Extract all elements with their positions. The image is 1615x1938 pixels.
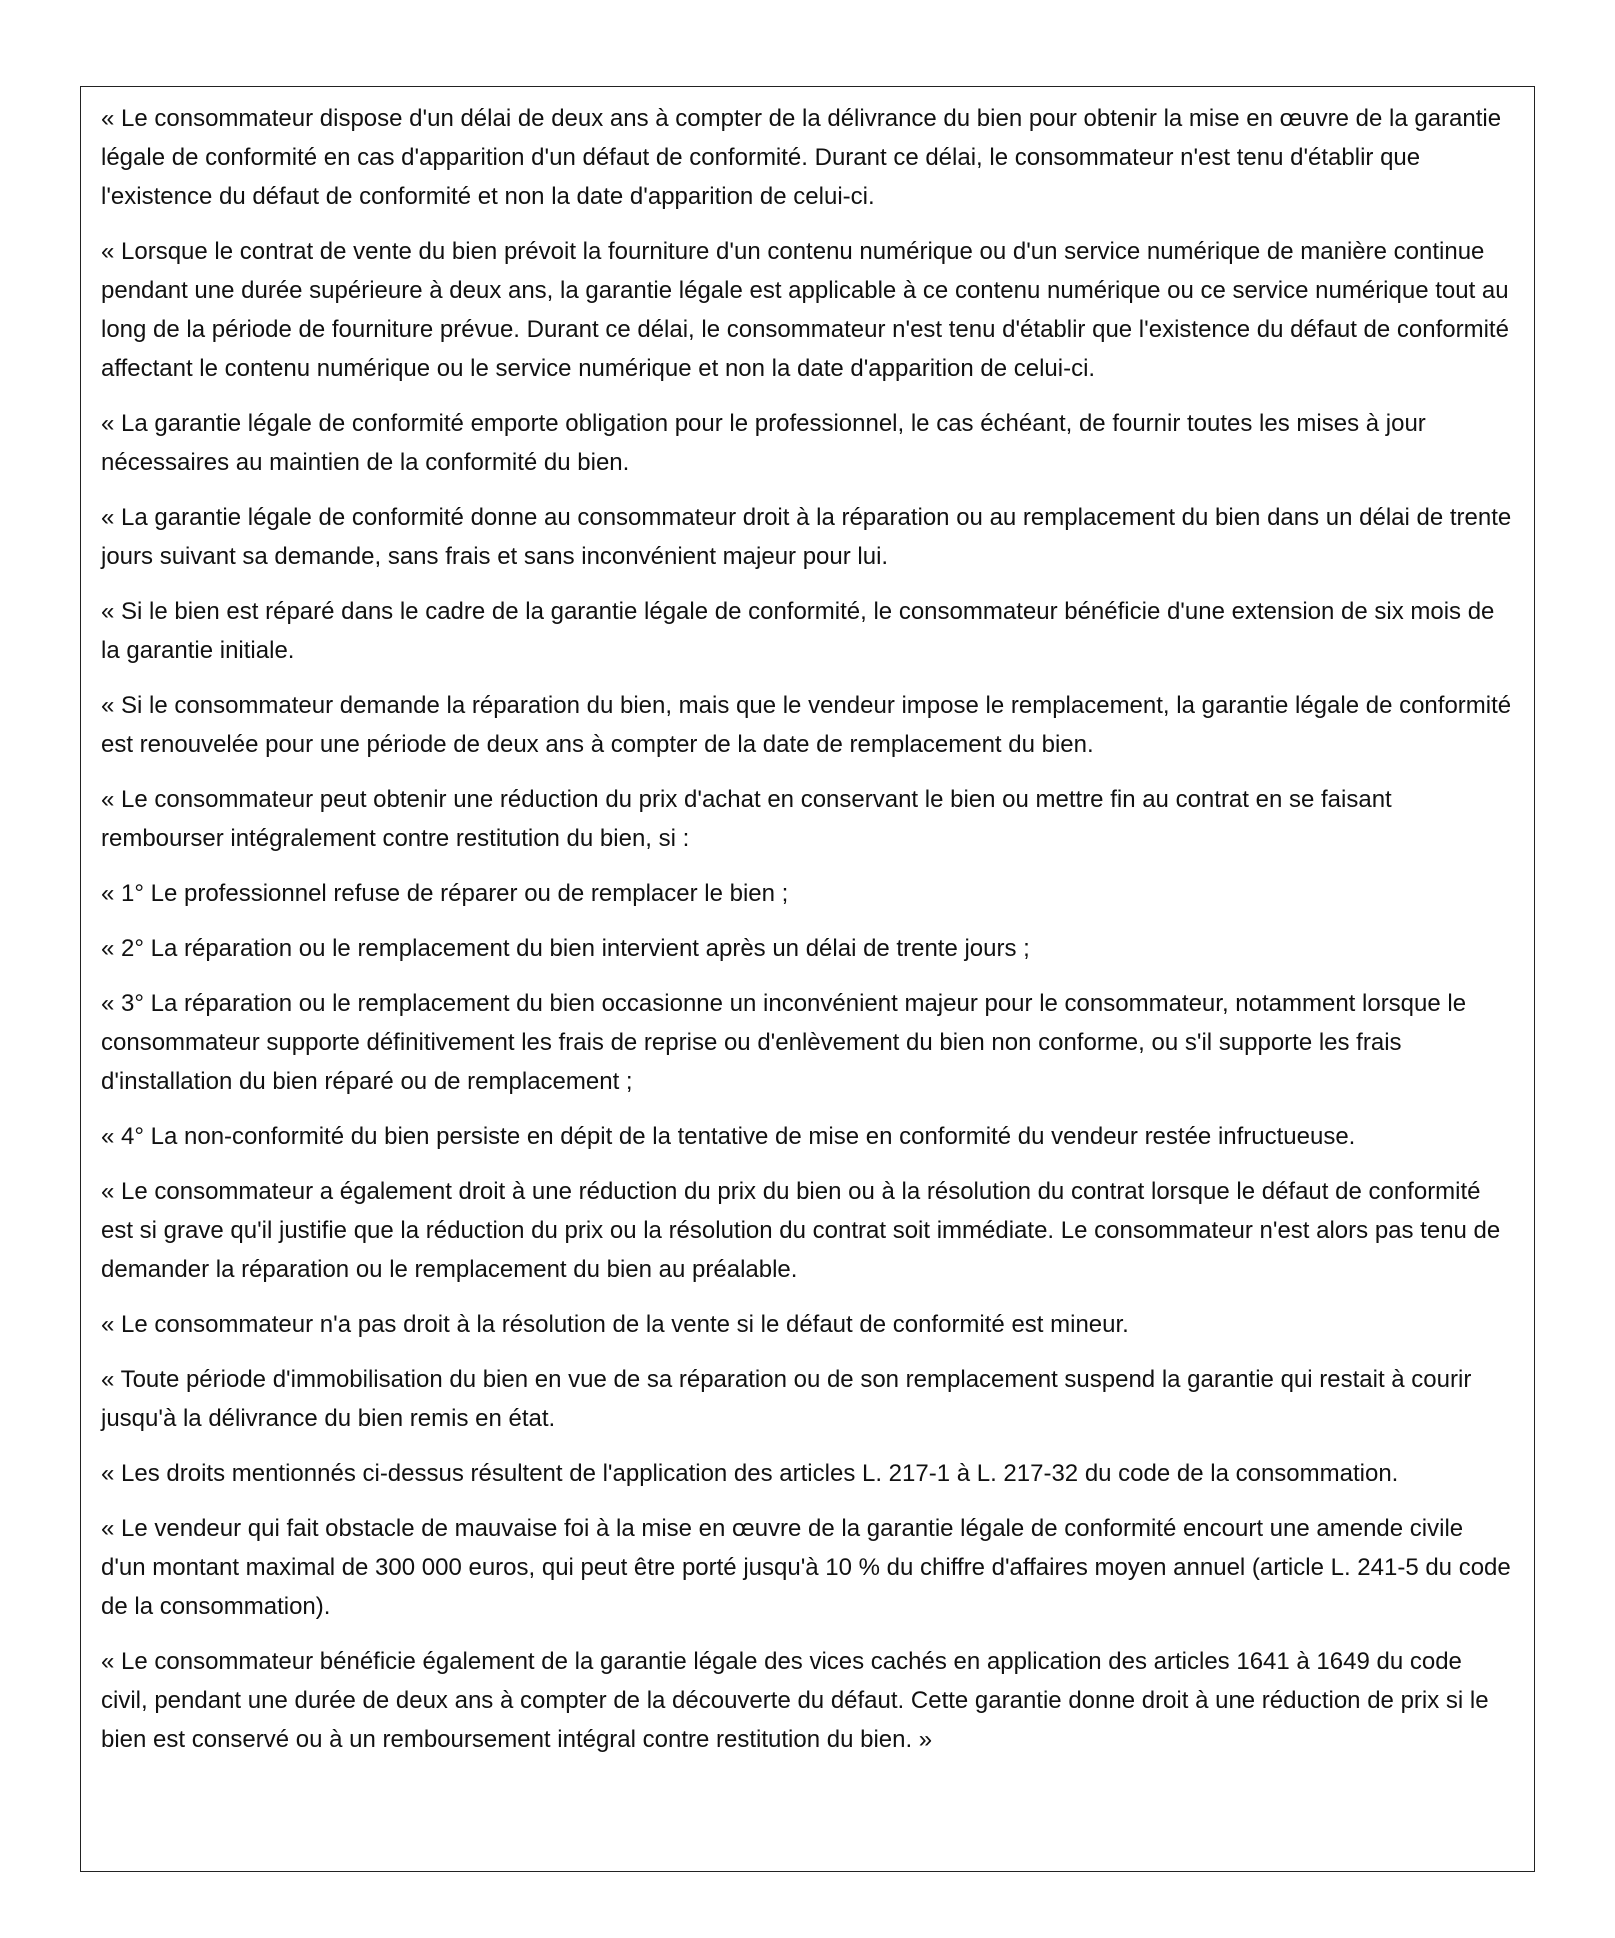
paragraph-14: « Toute période d'immobilisation du bien en vue de sa réparation ou de son remplacement suspend la garantie qui restait à courir jusqu'à la délivrance du bien remis en état. [101, 1366, 1472, 1432]
paragraph-3: « La garantie légale de conformité emporte obligation pour le professionnel, le cas échéant, de fournir toutes les mises à jour nécessaires au maintien de la conformité du bien. [101, 410, 1426, 476]
paragraph-15: « Les droits mentionnés ci-dessus résultent de l'application des articles L. 217-1 à L. 217-32 du code de la consommation. [101, 1460, 1399, 1487]
legal-text-box [80, 86, 1535, 1872]
paragraph-12: « Le consommateur a également droit à une réduction du prix du bien ou à la résolution du contrat lorsque le défaut de conformité est si grave qu'il justifie que la réduction du prix ou la résolution du contrat soit immédiate. Le consommateur n'est alors pas tenu de demander la réparation ou le remplacement du bien au préalable. [101, 1178, 1501, 1283]
paragraph-10: « 3° La réparation ou le remplacement du bien occasionne un inconvénient majeur pour le consommateur, notamment lorsque le consommateur supporte définitivement les frais de reprise ou d'enlèvement du bien non conforme, ou s'il supporte les frais d'installation du bien réparé ou de remplacement ; [101, 990, 1467, 1095]
paragraph-6: « Si le consommateur demande la réparation du bien, mais que le vendeur impose le remplacement, la garantie légale de conformité est renouvelée pour une période de deux ans à compter de la date de remplacement du bien. [101, 692, 1512, 758]
paragraph-9: « 2° La réparation ou le remplacement du bien intervient après un délai de trente jours ; [101, 935, 1030, 962]
paragraph-13: « Le consommateur n'a pas droit à la résolution de la vente si le défaut de conformité est mineur. [101, 1311, 1129, 1338]
paragraph-8: « 1° Le professionnel refuse de réparer ou de remplacer le bien ; [101, 880, 789, 907]
paragraph-16: « Le vendeur qui fait obstacle de mauvaise foi à la mise en œuvre de la garantie légale de conformité encourt une amende civile d'un montant maximal de 300 000 euros, qui peut être porté jusqu'à 10 % du chiffre d'affaires moyen annuel (article L. 241-5 du code de la consommation). [101, 1515, 1511, 1620]
paragraph-7: « Le consommateur peut obtenir une réduction du prix d'achat en conservant le bien ou mettre fin au contrat en se faisant rembourser intégralement contre restitution du bien, si : [101, 786, 1392, 852]
paragraph-4: « La garantie légale de conformité donne au consommateur droit à la réparation ou au remplacement du bien dans un délai de trente jours suivant sa demande, sans frais et sans inconvénient majeur pour lui. [101, 504, 1512, 570]
paragraph-2: « Lorsque le contrat de vente du bien prévoit la fourniture d'un contenu numérique ou d'un service numérique de manière continue pendant une durée supérieure à deux ans, la garantie légale est applicable à ce contenu numérique ou ce service numérique tout au long de la période de fourniture prévue. Durant ce délai, le consommateur n'est tenu d'établir que l'existence du défaut de conformité affectant le contenu numérique ou le service numérique et non la date d'apparition de celui-ci. [101, 238, 1509, 382]
paragraph-11: « 4° La non-conformité du bien persiste en dépit de la tentative de mise en conformité du vendeur restée infructueuse. [101, 1123, 1356, 1150]
paragraph-17: « Le consommateur bénéficie également de la garantie légale des vices cachés en application des articles 1641 à 1649 du code civil, pendant une durée de deux ans à compter de la découverte du défaut. Cette garantie donne droit à une réduction de prix si le bien est conservé ou à un remboursement intégral contre restitution du bien. » [101, 1648, 1489, 1753]
paragraph-1: « Le consommateur dispose d'un délai de deux ans à compter de la délivrance du bien pour obtenir la mise en œuvre de la garantie légale de conformité en cas d'apparition d'un défaut de conformité. Durant ce délai, le consommateur n'est tenu d'établir que l'existence du défaut de conformité et non la date d'apparition de celui-ci. [101, 105, 1502, 210]
paragraph-5: « Si le bien est réparé dans le cadre de la garantie légale de conformité, le consommateur bénéficie d'une extension de six mois de la garantie initiale. [101, 598, 1495, 664]
